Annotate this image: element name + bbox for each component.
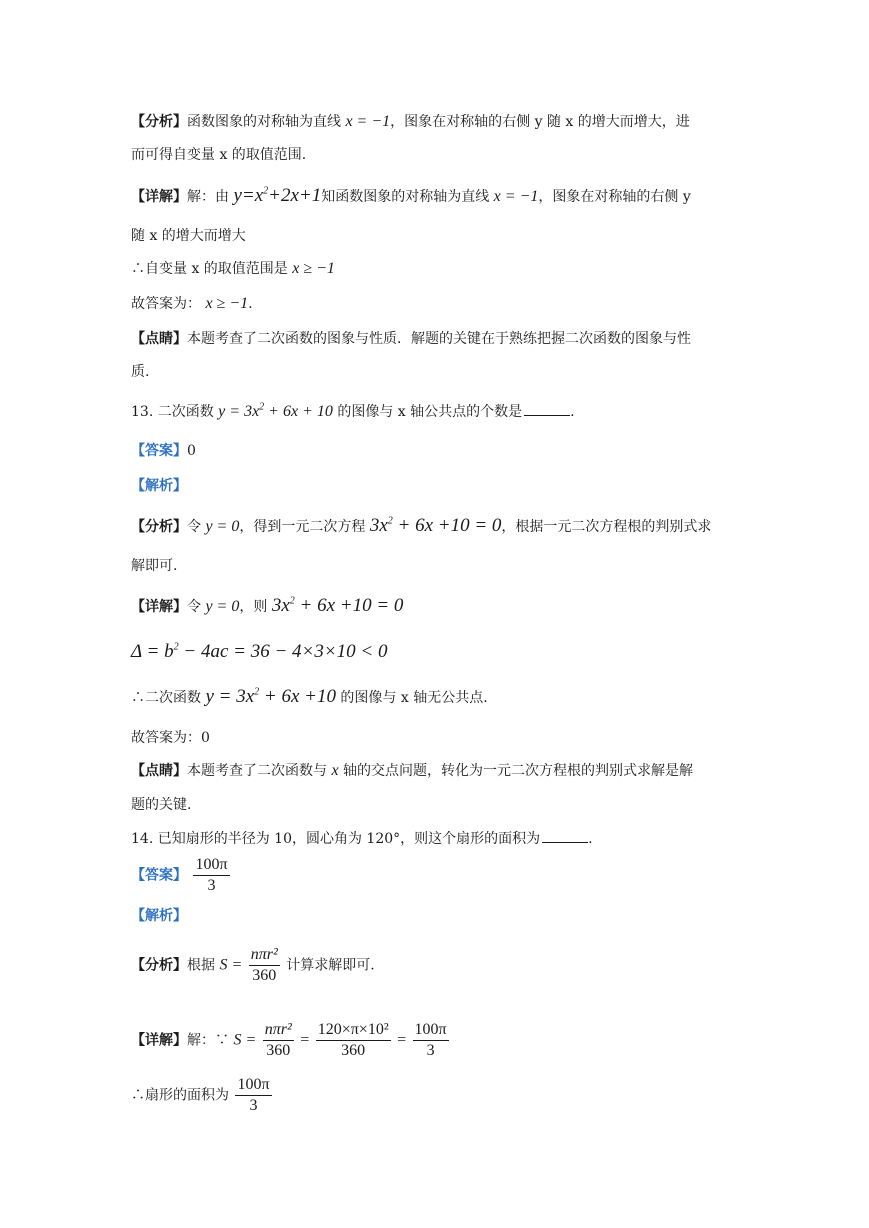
q13-analysis-line-2 <box>131 556 177 576</box>
q14-jiexi-line <box>131 906 187 926</box>
comment-tag: 【点睛】 <box>131 331 187 347</box>
analysis-text: ，得到一元二次方程 <box>239 519 366 535</box>
analysis-text: 而可得自变量 x 的取值范围. <box>131 147 307 163</box>
math-expr: $3x^2 + 6x +10 = 0$ <box>369 515 502 536</box>
analysis-text: 根据 <box>187 957 215 974</box>
formula-fraction: $\frac{100\pi}{3}$ <box>414 1021 447 1059</box>
comment-text: 轴的交点问题，转化为一元二次方程根的判别式求解是解 <box>343 763 694 779</box>
detail-text: ，则 <box>239 599 268 615</box>
q13-final-line <box>131 728 210 748</box>
answer-blank <box>524 403 570 416</box>
math-expr: x ≥ −1 <box>292 260 335 277</box>
math-expr: y = 0 <box>205 598 240 615</box>
q13-delta-line <box>131 642 388 663</box>
p12-comment-line-1 <box>131 329 691 349</box>
p12-analysis-line-2 <box>131 145 306 165</box>
math-expr: x = −1 <box>345 113 391 130</box>
therefore-text: ∴二次函数 <box>131 690 201 706</box>
q13-therefore-line <box>131 687 488 708</box>
answer-blank <box>542 830 588 843</box>
answer-text: 故答案为：0 <box>131 730 210 746</box>
detail-text: 解：∵ <box>187 1032 229 1049</box>
analysis-text: 计算求解即可. <box>286 957 375 974</box>
q13-answer-line <box>131 441 196 461</box>
jiexi-tag: 【解析】 <box>131 908 187 924</box>
q13-comment-line-2 <box>131 795 191 815</box>
analysis-text: 解即可. <box>131 558 178 574</box>
p12-answer-line: 故答案为： x ≥ −1. <box>131 295 253 312</box>
q14-analysis-line <box>131 945 375 986</box>
math-expr: $y=x^2+2x+1$ <box>233 185 322 206</box>
analysis-text: 函数图象的对称轴为直线 <box>187 114 341 130</box>
detail-text: ，图象在对称轴的右侧 y <box>538 189 691 205</box>
analysis-tag: 【分析】 <box>131 957 187 974</box>
analysis-tag: 【分析】 <box>131 114 187 130</box>
q13-jiexi-line <box>131 476 187 496</box>
q13-stem: 13. 二次函数 $y = 3x^2 + 6x + 10$ 的图像与 x 轴公共点的个数是 . <box>131 401 575 420</box>
answer-text: 故答案为： <box>131 296 201 312</box>
math-expr: S = <box>233 1031 257 1049</box>
q14-therefore-line <box>131 1075 274 1116</box>
answer-value: 0 <box>187 443 196 459</box>
detail-text: 解：由 <box>187 189 229 205</box>
detail-tag: 【详解】 <box>131 189 187 205</box>
math-expr: S = <box>219 956 243 974</box>
p12-detail-line-2 <box>131 226 246 246</box>
analysis-tag: 【分析】 <box>131 519 187 535</box>
p12-analysis-line-1 <box>131 112 690 132</box>
detail-tag: 【详解】 <box>131 599 187 615</box>
result-fraction: $\frac{100\pi}{3}$ <box>237 1076 270 1114</box>
detail-tag: 【详解】 <box>131 1032 187 1049</box>
detail-text: 令 <box>187 599 201 615</box>
question-text: 13. 二次函数 <box>131 404 214 420</box>
q13-analysis-line-1 <box>131 516 711 537</box>
formula-fraction: $\frac{\text{nπr²}}{360}$ <box>250 946 278 984</box>
question-text: 的图像与 x 轴公共点的个数是 <box>337 404 523 420</box>
q14-stem: 14. 已知扇形的半径为 10，圆心角为 120°，则这个扇形的面积为 . <box>131 831 593 847</box>
math-expr: x ≥ −1 <box>205 295 249 312</box>
analysis-text: 令 <box>187 519 201 535</box>
analysis-text: ，根据一元二次方程根的判别式求 <box>501 519 712 535</box>
formula-fraction: $\frac{\text{nπr²}}{360}$ <box>264 1021 292 1059</box>
therefore-text: ∴自变量 x 的取值范围是 <box>131 261 288 277</box>
analysis-text: ，图象在对称轴的右侧 y 随 x 的增大而增大，进 <box>390 114 690 130</box>
comment-text: 题的关键. <box>131 797 192 813</box>
p12-comment-line-2 <box>131 362 149 382</box>
math-expr: $3x^2 + 6x +10 = 0$ <box>271 595 404 616</box>
p12-therefore-line <box>131 259 335 279</box>
q13-comment-line-1 <box>131 761 693 781</box>
math-expr: $y = 3x^2 + 6x +10$ <box>205 686 336 707</box>
q14-detail-line: 【详解】解：∵ S = $\frac{\text{nπr²}}{360}$ = $\frac{\text{120×π×10²}}{360}$ = $\frac{100\pi}{3}$ <box>131 1021 447 1059</box>
question-text: 14. 已知扇形的半径为 10，圆心角为 120°，则这个扇形的面积为 <box>131 831 541 847</box>
jiexi-tag: 【解析】 <box>131 478 187 494</box>
comment-text: 质. <box>131 364 150 380</box>
comment-text: 本题考查了二次函数的图象与性质．解题的关键在于熟练把握二次函数的图象与性 <box>187 331 691 347</box>
math-expr: $y = 3x^2 + 6x + 10$ <box>218 401 333 420</box>
q14-answer-line <box>131 855 232 896</box>
math-expr: x <box>331 762 339 779</box>
therefore-text: 的图像与 x 轴无公共点. <box>340 690 488 706</box>
comment-text: 本题考查了二次函数与 <box>187 763 327 779</box>
p12-detail-line-1 <box>131 186 691 207</box>
therefore-text: ∴扇形的面积为 <box>131 1087 229 1104</box>
math-expr: $\Delta = b^2 - 4ac = 36 - 4\times 3\times 10 < 0$ <box>131 641 388 662</box>
answer-tag: 【答案】 <box>131 443 187 459</box>
answer-tag: 【答案】 <box>131 867 187 884</box>
formula-fraction: $\frac{\text{120×π×10²}}{360}$ <box>317 1021 389 1059</box>
q13-detail-line <box>131 596 403 617</box>
detail-text: 知函数图象的对称轴为直线 <box>321 189 490 205</box>
math-expr: x = −1 <box>493 188 539 205</box>
comment-tag: 【点睛】 <box>131 763 187 779</box>
answer-fraction: $\frac{100\pi}{3}$ <box>195 856 228 894</box>
math-expr: y = 0 <box>205 518 240 535</box>
detail-text: 随 x 的增大而增大 <box>131 228 246 244</box>
